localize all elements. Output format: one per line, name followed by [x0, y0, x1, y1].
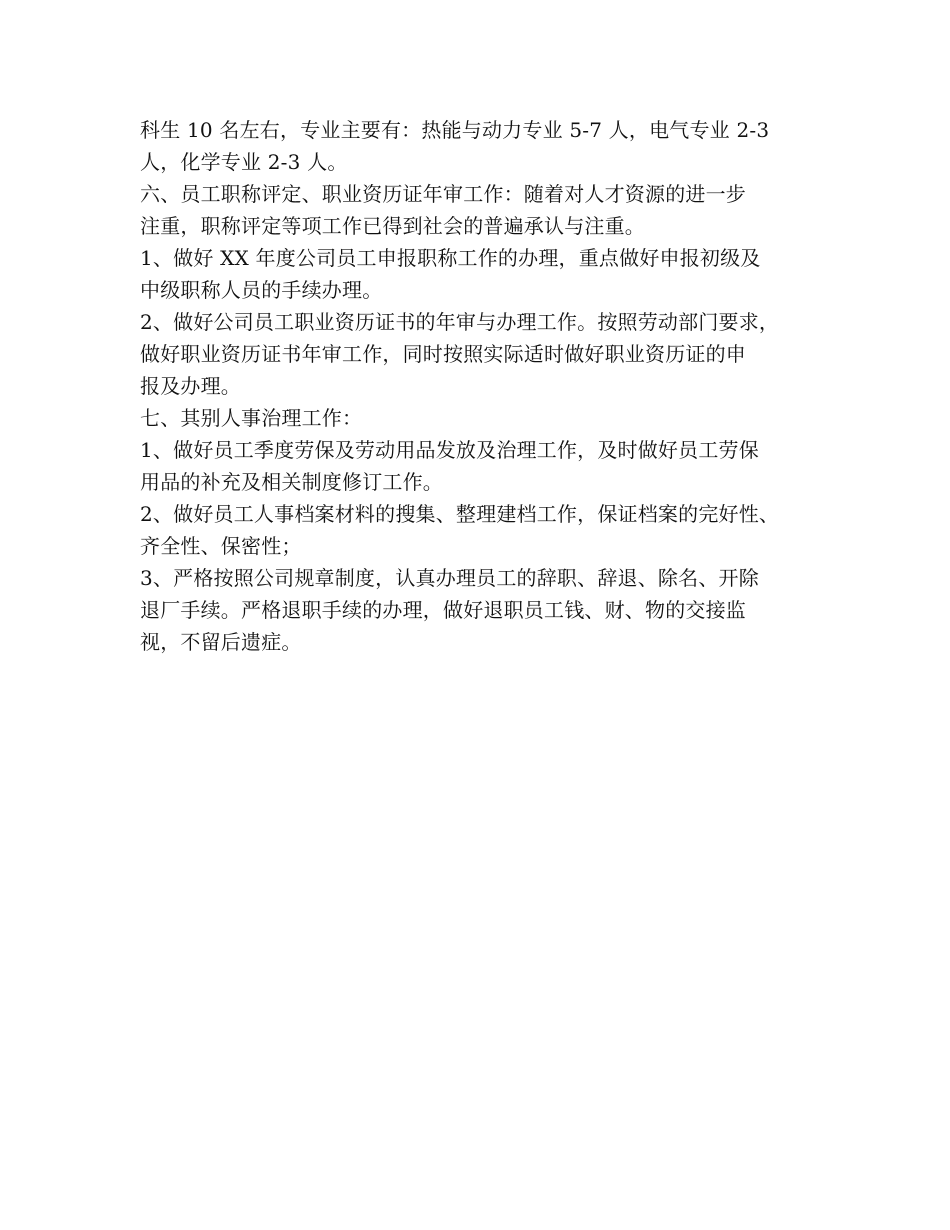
list-item: 1、做好员工季度劳保及劳动用品发放及治理工作，及时做好员工劳保	[140, 438, 759, 462]
text-line: 中级职称人员的手续办理。	[140, 278, 383, 302]
list-item: 3、严格按照公司规章制度，认真办理员工的辞职、辞退、除名、开除	[140, 566, 759, 590]
text-line: 齐全性、保密性；	[140, 534, 302, 558]
text-line: 做好职业资历证书年审工作，同时按照实际适时做好职业资历证的申	[140, 342, 746, 366]
text-line: 退厂手续。严格退职手续的办理，做好退职员工钱、财、物的交接监	[140, 598, 746, 622]
text-line: 视，不留后遗症。	[140, 630, 302, 654]
text-line: 报及办理。	[140, 374, 241, 398]
list-item: 2、做好员工人事档案材料的搜集、整理建档工作，保证档案的完好性、	[140, 502, 780, 526]
list-item: 1、做好 XX 年度公司员工申报职称工作的办理，重点做好申报初级及	[140, 246, 761, 270]
text-line: 用品的补充及相关制度修订工作。	[140, 470, 443, 494]
text-line: 科生 10 名左右，专业主要有：热能与动力专业 5-7 人，电气专业 2-3	[140, 118, 770, 142]
list-item: 2、做好公司员工职业资历证书的年审与办理工作。按照劳动部门要求，	[140, 310, 780, 334]
document-page	[140, 114, 830, 658]
section-heading-6: 六、员工职称评定、职业资历证年审工作：随着对人才资源的进一步	[140, 182, 746, 206]
section-heading-7: 七、其别人事治理工作：	[140, 406, 363, 430]
text-line: 注重，职称评定等项工作已得到社会的普遍承认与注重。	[140, 214, 645, 238]
text-line: 人，化学专业 2-3 人。	[140, 150, 348, 174]
